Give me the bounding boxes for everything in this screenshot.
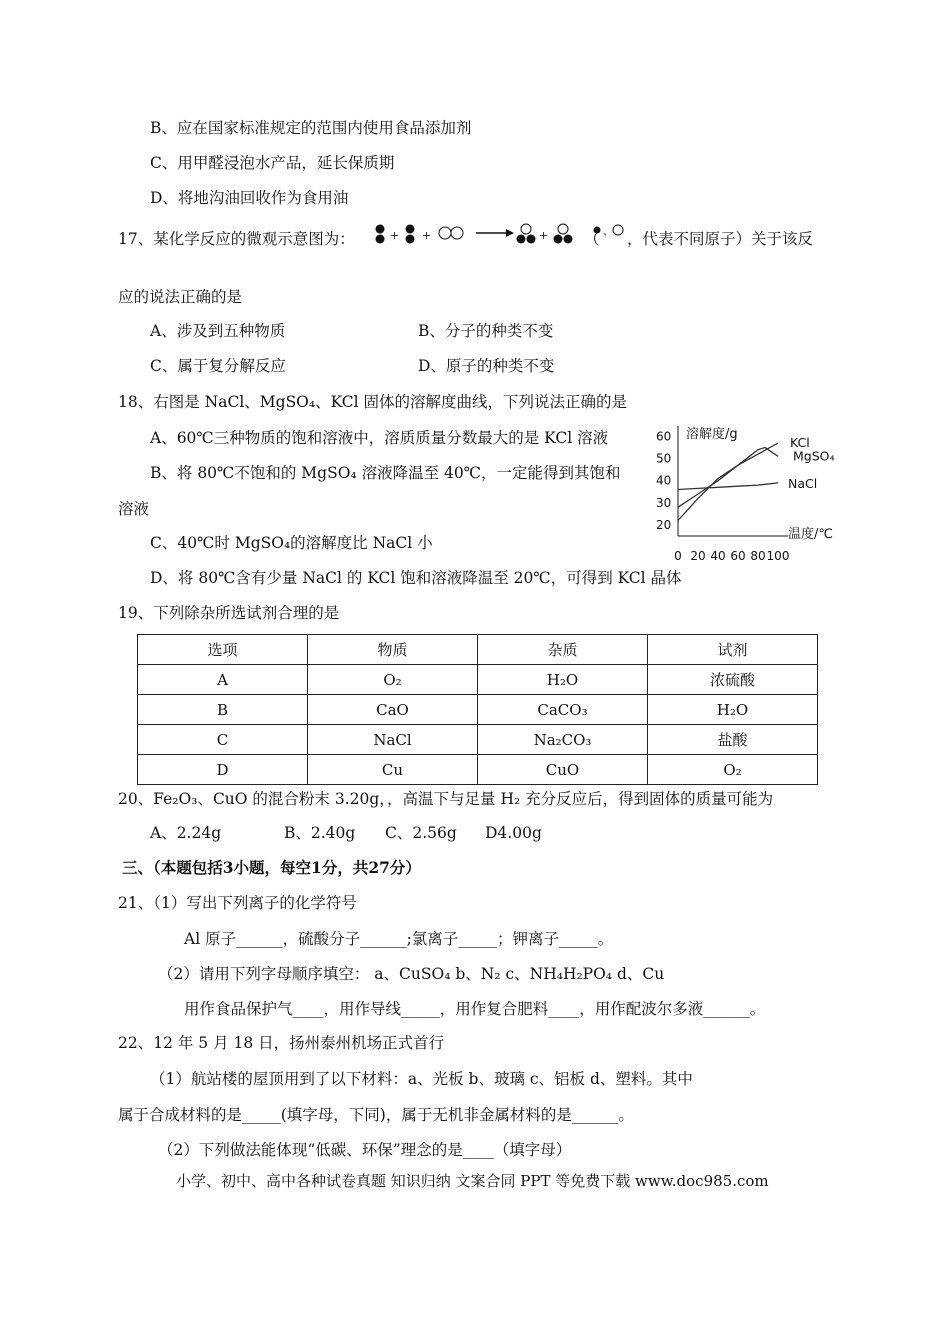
q18-option-a: A、60℃三种物质的饱和溶液中，溶质质量分数最大的是 KCl 溶液 [150, 429, 609, 447]
q16-option-d: D、将地沟油回收作为食用油 [150, 189, 349, 207]
product-molecule-2 [554, 224, 573, 244]
q22-part1-cont: 属于合成材料的是_____(填字母，下同)，属于无机非金属材料的是______。 [118, 1106, 634, 1124]
y-tick-label: 40 [656, 473, 672, 488]
table-cell: CaO [308, 695, 478, 725]
table-cell: Na₂CO₃ [478, 725, 648, 755]
table-header-cell: 选项 [138, 635, 308, 665]
table-row [138, 695, 818, 725]
q17-stem-prefix: 17、某化学反应的微观示意图为： [118, 230, 355, 248]
q19-stem: 19、下列除杂所选试剂合理的是 [118, 604, 340, 622]
q22-part1: （1）航站楼的屋顶用到了以下材料：a、光板 b、玻璃 c、铝板 d、塑料。其中 [150, 1070, 693, 1088]
q16-option-c: C、用甲醛浸泡水产品，延长保质期 [150, 154, 395, 172]
q17-option-a: A、涉及到五种物质 [150, 322, 286, 340]
series-line-nacl [678, 483, 778, 490]
table-cell: 盐酸 [648, 725, 818, 755]
table-cell: Cu [308, 755, 478, 785]
series-line-kcl [678, 448, 778, 508]
q16-option-b: B、应在国家标准规定的范围内使用食品添加剂 [150, 119, 472, 137]
table-cell: O₂ [648, 755, 818, 785]
section-3-title: 三、（本题包括3小题，每空1分，共27分） [122, 858, 421, 877]
table-cell: B [138, 695, 308, 725]
table-row [138, 725, 818, 755]
q18-stem: 18、右图是 NaCl、MgSO₄、KCl 固体的溶解度曲线，下列说法正确的是 [118, 393, 628, 411]
q21-part2: （2）请用下列字母顺序填空： a、CuSO₄ b、N₂ c、NH₄H₂PO₄ d、Cu [158, 965, 665, 983]
table-cell: O₂ [308, 665, 478, 695]
table-cell: NaCl [308, 725, 478, 755]
q17-stem-suffix: ，代表不同原子）关于该反 [627, 230, 814, 248]
q21-part1: 21、（1）写出下列离子的化学符号 [118, 894, 357, 912]
q18-option-d: D、将 80℃含有少量 NaCl 的 KCl 饱和溶液降温至 20℃，可得到 KCl 晶体 [150, 569, 682, 587]
q18-option-b-cont: 溶液 [118, 500, 150, 518]
x-tick-label: 80 [750, 549, 766, 563]
table-row [138, 755, 818, 785]
y-tick-label: 50 [656, 451, 672, 466]
q17-legend-open: （ [584, 230, 600, 248]
q22-part2: （2）下列做法能体现“低碳、环保”理念的是____（填字母） [158, 1141, 572, 1159]
series-line-mgso [678, 443, 778, 520]
q20-option-b: B、2.40g [284, 824, 356, 842]
q20-option-c: C、2.56g [385, 824, 457, 842]
y-tick-label: 20 [656, 517, 672, 532]
y-axis-title: 溶解度/g [686, 427, 738, 442]
q18-option-c: C、40℃时 MgSO₄的溶解度比 NaCl 小 [150, 534, 433, 552]
table-cell: H₂O [478, 665, 648, 695]
table-cell: H₂O [648, 695, 818, 725]
solubility-chart [650, 420, 850, 570]
table-header-cell: 杂质 [478, 635, 648, 665]
q17-option-d: D、原子的种类不变 [418, 357, 555, 375]
svg-text:+: + [390, 229, 400, 242]
series-label: MgSO₄ [793, 448, 835, 464]
y-tick-label: 60 [656, 429, 672, 444]
chart-axes [678, 426, 788, 536]
svg-text:+: + [422, 229, 432, 242]
svg-text:、: 、 [603, 227, 613, 238]
table-cell: D [138, 755, 308, 785]
x-tick-label: 100 [766, 549, 790, 563]
q21-part1-blanks: Al 原子______，硫酸分子______;氯离子_____；钾离子_____。 [184, 930, 614, 948]
table-cell: CaCO₃ [478, 695, 648, 725]
table-cell: C [138, 725, 308, 755]
q20-option-a: A、2.24g [150, 824, 222, 842]
q21-part2-blanks: 用作食品保护气____，用作导线_____，用作复合肥料____，用作配波尔多液______。 [184, 1000, 766, 1018]
table-header-row [138, 635, 818, 665]
q18-option-b: B、将 80℃不饱和的 MgSO₄ 溶液降温至 40℃，一定能得到其饱和 [150, 464, 621, 482]
q17-option-c: C、属于复分解反应 [150, 357, 286, 375]
q20-option-d: D4.00g [485, 824, 542, 842]
q20-stem: 20、Fe₂O₃、CuO 的混合粉末 3.20g，，高温下与足量 H₂ 充分反应后，得到固体的质量可能为 [118, 790, 774, 808]
page-footer: 小学、初中、高中各种试卷真题 知识归纳 文案合同 PPT 等免费下载 www.doc985.com [176, 1172, 769, 1190]
q19-table [137, 634, 818, 785]
q22-stem: 22、12 年 5 月 18 日，扬州泰州机场正式首行 [118, 1034, 445, 1052]
x-tick-label: 60 [730, 549, 746, 563]
reaction-arrow [476, 229, 514, 237]
svg-text:+: + [539, 229, 549, 242]
x-tick-label: 20 [690, 549, 706, 563]
q17-stem-cont: 应的说法正确的是 [118, 288, 243, 306]
table-cell: 浓硫酸 [648, 665, 818, 695]
series-label: NaCl [788, 476, 818, 491]
reactant-molecule-2 [406, 225, 415, 244]
x-tick-label: 0 [674, 549, 682, 563]
product-molecule-1 [517, 224, 536, 244]
x-tick-label: 40 [710, 549, 726, 563]
table-row [138, 665, 818, 695]
table-header-cell: 物质 [308, 635, 478, 665]
table-header-cell: 试剂 [648, 635, 818, 665]
x-axis-title: 温度/℃ [788, 527, 833, 542]
reactant-molecule-1 [376, 225, 385, 244]
q17-option-b: B、分子的种类不变 [418, 322, 554, 340]
y-tick-label: 30 [656, 495, 672, 510]
table-cell: CuO [478, 755, 648, 785]
table-cell: A [138, 665, 308, 695]
series-label: KCl [790, 435, 810, 451]
reactant-molecule-3 [439, 227, 463, 239]
